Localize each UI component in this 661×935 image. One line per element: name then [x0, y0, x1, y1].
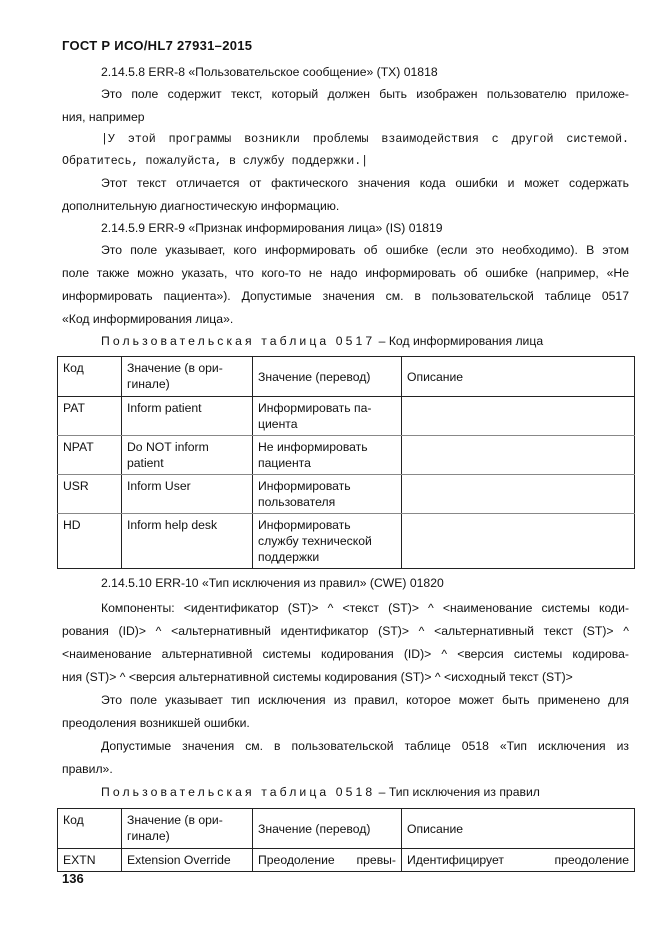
table-row [58, 436, 635, 475]
paragraph-line: Это поле указывает тип исключения из правил, которое может быть применено для [101, 693, 629, 707]
table-caption-0517 [101, 334, 543, 348]
table-cell: Информировать па- циента [253, 397, 402, 436]
table-header-cell: Описание [402, 357, 635, 397]
table-cell: EXTN [58, 849, 122, 872]
table-row [58, 514, 635, 569]
example-line: |У этой программы возникли проблемы взаимодействия с другой системой. [101, 133, 629, 146]
paragraph-line: дополнительную диагностическую информацию. [62, 199, 340, 213]
table-cell: NPAT [58, 436, 122, 475]
section-heading-err10: 2.14.5.10 ERR-10 «Тип исключения из правил» (CWE) 01820 [101, 576, 444, 590]
caption-title: Пользовательская таблица 0518 [101, 785, 376, 799]
table-header-cell: Значение (в ори- гинале) [122, 809, 253, 849]
table-header-cell: Значение (в ори- гинале) [122, 357, 253, 397]
paragraph-line: Этот текст отличается от фактического значения кода ошибки и может содержать [101, 176, 629, 190]
table-cell: Inform User [122, 475, 253, 514]
example-line: Обратитесь, пожалуйста, в службу поддержки.| [62, 155, 369, 168]
caption-rest: – Тип исключения из правил [375, 785, 540, 799]
caption-title: Пользовательская таблица 0517 [101, 334, 376, 348]
paragraph-line: правил». [62, 762, 113, 776]
table-header-cell: Значение (перевод) [253, 357, 402, 397]
table-cell [402, 436, 635, 475]
paragraph-line: Это поле содержит текст, который должен быть изображен пользователю приложе- [101, 87, 629, 101]
table-header-row [58, 357, 635, 397]
table-cell: Inform patient [122, 397, 253, 436]
paragraph-line: рования (ID)> ^ <альтернативный идентификатор (ST)> ^ <альтернативный текст (ST)> ^ [62, 624, 629, 638]
table-row [58, 475, 635, 514]
table-cell: Идентифицирует преодоление [402, 849, 635, 872]
paragraph-line: информировать пациента»). Допустимые значения см. в пользовательской таблице 0517 [62, 289, 629, 303]
table-cell [402, 514, 635, 569]
table-header-cell: Код [58, 357, 122, 397]
table-cell: Информировать пользователя [253, 475, 402, 514]
table-cell: Информировать службу технической поддержки [253, 514, 402, 569]
table-0518 [57, 808, 635, 872]
table-cell: HD [58, 514, 122, 569]
paragraph-line: «Код информирования лица». [62, 312, 234, 326]
table-header-cell: Код [58, 809, 122, 849]
table-caption-0518 [101, 785, 540, 799]
paragraph-line: преодоления возникшей ошибки. [62, 716, 250, 730]
table-cell: Do NOT inform patient [122, 436, 253, 475]
paragraph-line: Допустимые значения см. в пользовательской таблице 0518 «Тип исключения из [101, 739, 629, 753]
section-heading-err8: 2.14.5.8 ERR-8 «Пользовательское сообщение» (TX) 01818 [101, 65, 438, 79]
table-row [58, 397, 635, 436]
page-number: 136 [62, 871, 84, 886]
document-header: ГОСТ Р ИСО/HL7 27931–2015 [62, 38, 253, 53]
table-0517 [57, 356, 635, 569]
table-header-cell: Значение (перевод) [253, 809, 402, 849]
table-cell: Extension Override [122, 849, 253, 872]
paragraph-line: поле также можно указать, что кого-то не надо информировать об ошибке (например, «Не [62, 266, 629, 280]
table-cell [402, 397, 635, 436]
table-cell: Преодоление превы- [253, 849, 402, 872]
table-cell: USR [58, 475, 122, 514]
table-row [58, 849, 635, 872]
section-heading-err9: 2.14.5.9 ERR-9 «Признак информирования лица» (IS) 01819 [101, 221, 443, 235]
table-header-row [58, 809, 635, 849]
paragraph-line: ния (ST)> ^ <версия альтернативной системы кодирования (ST)> ^ <исходный текст (ST)> [62, 670, 573, 684]
paragraph-line: <наименование альтернативной системы кодирования (ID)> ^ <версия системы кодирова- [62, 647, 629, 661]
paragraph-line: ния, например [62, 110, 145, 124]
paragraph-line: Это поле указывает, кого информировать об ошибке (если это необходимо). В этом [101, 243, 629, 257]
table-header-cell: Описание [402, 809, 635, 849]
paragraph-line: Компоненты: <идентификатор (ST)> ^ <текст (ST)> ^ <наименование системы коди- [101, 601, 629, 615]
table-cell [402, 475, 635, 514]
table-cell: Не информировать пациента [253, 436, 402, 475]
table-cell: PAT [58, 397, 122, 436]
caption-rest: – Код информирования лица [375, 334, 544, 348]
table-cell: Inform help desk [122, 514, 253, 569]
